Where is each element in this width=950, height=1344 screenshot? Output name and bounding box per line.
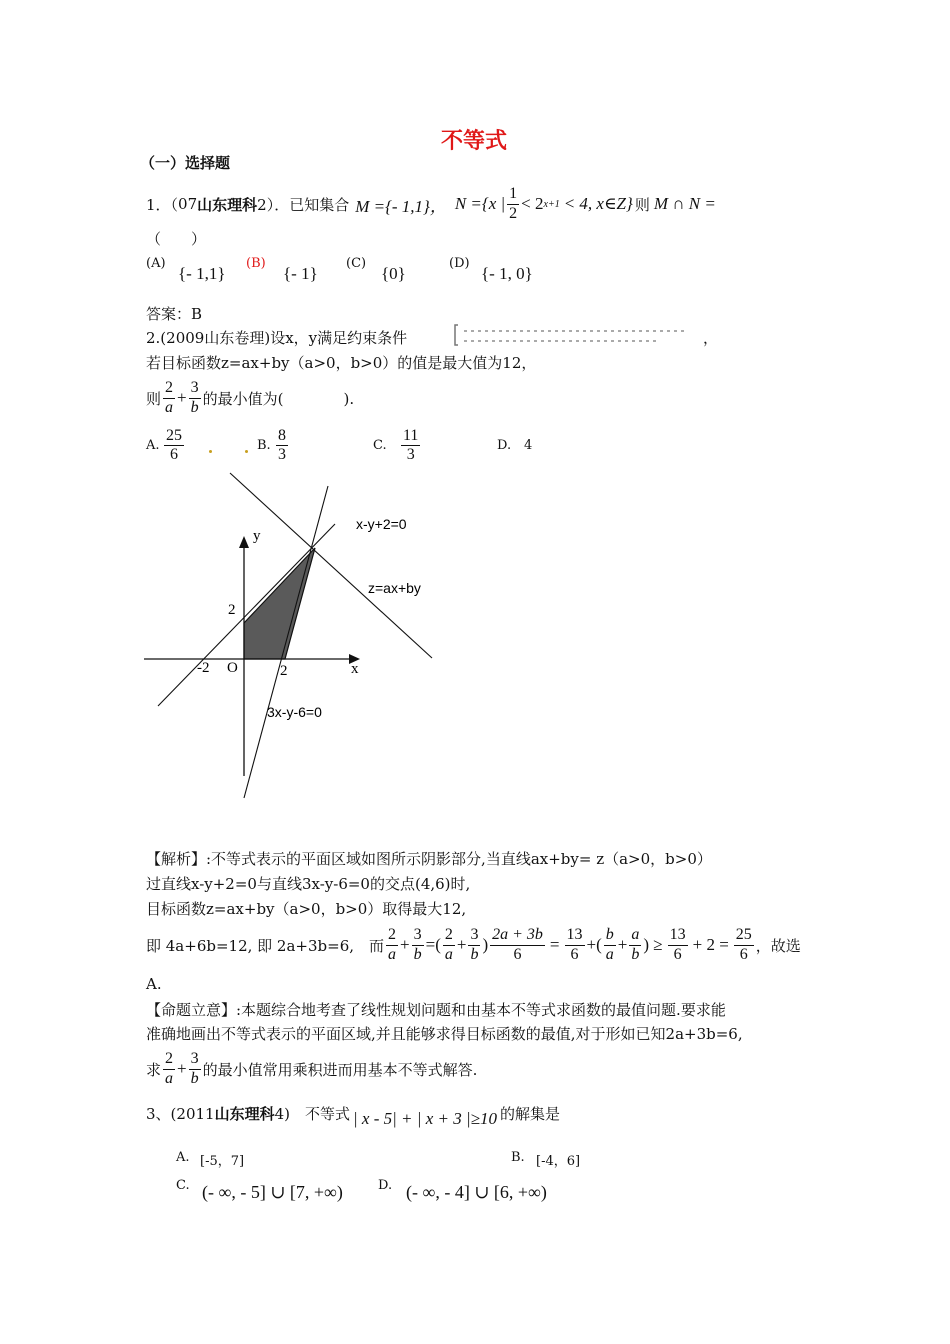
eq-ge: ) ≥ [643, 935, 663, 954]
q2-option-a-num: 25 [164, 427, 184, 446]
q2-frac-2a [163, 379, 175, 417]
q2-stem: 2.(2009山东卷理)设x，y满足约束条件 [146, 329, 408, 347]
feasible-region [244, 548, 315, 659]
analysis-answer: A. [146, 975, 162, 993]
intent-frac-2a [163, 1050, 175, 1088]
q3-option-b-value: [-4，6] [536, 1154, 581, 1169]
linear-programming-graph [130, 468, 450, 803]
q2-pre: 则 [146, 389, 162, 408]
q2-option-c-num: 11 [401, 427, 420, 446]
intent-frac-3b-num: 3 [189, 1050, 201, 1069]
q2-question [146, 376, 354, 420]
question-1 [146, 184, 716, 224]
q1-exp: x+1 [543, 198, 560, 210]
x-neg2-label: -2 [197, 660, 210, 676]
label-objective: z=ax+by [368, 580, 421, 596]
q1-intersection: M ∩ N = [653, 194, 716, 213]
eq-plus-2: + [456, 935, 467, 954]
y-axis-label: y [253, 528, 261, 544]
eq-frac-2a-b-num: 2 [443, 926, 455, 945]
q1-option-d-value: {- 1, 0} [481, 264, 533, 283]
intent-pre: 求 [146, 1060, 162, 1079]
q3-option-b-label: B. [511, 1150, 525, 1165]
analysis-line-2: 过直线x-y+2=0与直线3x-y-6=0的交点(4,6)时, [146, 875, 471, 893]
eq-plus-2-eq: + 2 = [692, 935, 729, 954]
origin-label: O [227, 660, 238, 676]
q2-option-b-den: 3 [278, 446, 286, 464]
q1-option-a-value: {- 1,1} [178, 264, 226, 283]
eq-frac-a-b [629, 926, 641, 964]
q2-frac-2a-den: a [165, 398, 174, 416]
intent-line-2: 准确地画出不等式表示的平面区域,并且能够求得目标函数的最值,对于形如已知2a+3b=6, [146, 1025, 743, 1043]
q1-option-c-label: (C) [346, 256, 367, 271]
eq-frac-13-b-num: 13 [668, 926, 688, 945]
q2-frac-3b-den: b [190, 398, 199, 416]
q1-src: 山东理科 [197, 195, 258, 214]
intent-frac-3b [189, 1050, 201, 1088]
eq-frac-2a-num: 2 [386, 926, 398, 945]
eq-post: ，故选 [755, 936, 801, 955]
q1-set-n-b: < 2 [521, 194, 544, 213]
q1-set-n: N ={x | [454, 194, 506, 213]
eq-frac-a-b-den: b [631, 945, 640, 963]
eq-plus-paren: +( [586, 935, 602, 954]
q2-frac-3b [189, 379, 201, 417]
eq-frac-25-num: 25 [734, 926, 754, 945]
x-2-label: 2 [280, 663, 288, 679]
q1-option-d-label: (D) [449, 256, 470, 271]
q3-option-c-label: C. [176, 1178, 190, 1193]
q1-frac-num: 1 [507, 185, 519, 204]
eq-frac-b-a-den: a [605, 945, 614, 963]
q2-option-a-label: A. [146, 438, 160, 453]
page-title: 不等式 [441, 129, 508, 154]
q2-option-b-num: 8 [276, 427, 288, 446]
q2-line2: 若目标函数z=ax+by（a>0，b>0）的值是最大值为12， [146, 354, 537, 372]
x-axis-label: x [351, 661, 359, 677]
eq-frac-3b-b-num: 3 [468, 926, 480, 945]
eq-frac-25-6 [734, 926, 754, 964]
intent-frac-3b-den: b [190, 1069, 199, 1087]
q2-frac-2a-num: 2 [163, 379, 175, 398]
constraint-system-image [452, 322, 702, 348]
q2-option-a-value [162, 427, 186, 465]
q1-set-n-c: < 4, x∈Z} [563, 194, 633, 213]
eq-pre: 即 4a+6b=12, 即 2a+3b=6, 而 [146, 936, 385, 955]
q3-src: 山东理科 [214, 1104, 275, 1123]
eq-frac-3b [412, 926, 424, 964]
q2-option-c-value [399, 427, 422, 465]
q1-answer: 答案：B [146, 305, 203, 323]
q3-option-a-value: [-5，7] [200, 1154, 245, 1169]
eq-frac-3b-b [468, 926, 480, 964]
q2-option-a-den: 6 [170, 446, 178, 464]
q1-option-b-label: (B) [246, 256, 266, 271]
eq-close: ) [482, 935, 489, 954]
y-axis-arrow [239, 536, 249, 548]
question-3 [146, 1096, 560, 1130]
eq-frac-13-den: 6 [570, 945, 579, 963]
eq-equals-1: = [549, 935, 560, 954]
eq-frac-2a-b [443, 926, 455, 964]
q3-option-d-value: (- ∞, - 4] ∪ [6, +∞) [406, 1182, 547, 1202]
q2-option-d-value: 4 [524, 438, 533, 453]
q3-pre: 3、(2011 [146, 1104, 215, 1123]
q1-option-a-label: (A) [146, 256, 166, 271]
q3-option-a-label: A. [176, 1150, 190, 1165]
label-x-y-2: x-y+2=0 [356, 516, 407, 532]
eq-frac-b-a [604, 926, 616, 964]
q2-option-c-den: 3 [406, 446, 415, 464]
section-heading: （一）选择题 [140, 154, 231, 172]
eq-frac-3b-b-den: b [470, 945, 479, 963]
analysis-line-3: 目标函数z=ax+by（a>0，b>0）取得最大12, [146, 900, 467, 918]
intent-line-1: 【命题立意】:本题综合地考查了线性规划问题和由基本不等式求函数的最值问题.要求能 [146, 1001, 726, 1019]
eq-frac-3b-num: 3 [412, 926, 424, 945]
q2-option-b-value [274, 427, 290, 465]
eq-frac-sum-num: 2a + 3b [490, 926, 545, 945]
analysis-line-1: 【解析】:不等式表示的平面区域如图所示阴影部分,当直线ax+by= z（a>0，b>0） [146, 850, 712, 868]
q3-expression: | x - 5| + | x + 3 |≥10 [353, 1109, 497, 1128]
intent-post: 的最小值常用乘积进而用基本不等式解答. [202, 1060, 478, 1079]
q3-option-c-value: (- ∞, - 5] ∪ [7, +∞) [202, 1182, 343, 1202]
intent-line-3 [146, 1045, 477, 1093]
q1-fraction [507, 185, 519, 223]
eq-open: =( [425, 935, 441, 954]
eq-frac-25-den: 6 [739, 945, 748, 963]
q1-then: 则 [634, 195, 650, 214]
label-3x-y-6: 3x-y-6=0 [267, 704, 322, 720]
eq-frac-13-num: 13 [565, 926, 585, 945]
q2-frac-3b-num: 3 [189, 379, 201, 398]
q2-option-b-label: B. [257, 438, 271, 453]
eq-plus-1: + [400, 935, 410, 954]
eq-plus-3: + [617, 935, 628, 954]
eq-frac-13-6-b [668, 926, 688, 964]
eq-frac-2a [386, 926, 398, 964]
q3-post: 的解集是 [499, 1104, 560, 1123]
intent-frac-2a-den: a [165, 1069, 174, 1087]
q2-option-d-label: D. [497, 438, 512, 453]
q2-post: 的最小值为( ). [202, 389, 355, 408]
q1-num: 1．（ [146, 195, 179, 214]
q1-set-m: M ={- 1,1}， [355, 196, 447, 216]
eq-frac-2a-b-den: a [444, 945, 453, 963]
q2-stem-comma: ， [703, 329, 719, 347]
line-x-y-2 [158, 524, 335, 706]
eq-frac-b-a-num: b [604, 926, 616, 945]
eq-frac-2a-den: a [388, 945, 397, 963]
eq-frac-sum-den: 6 [513, 945, 522, 963]
intent-plus: + [177, 1059, 187, 1078]
q1-frac-den: 2 [509, 204, 518, 222]
q1-option-b-value: {- 1} [283, 264, 318, 283]
eq-frac-sum [490, 926, 545, 964]
intent-frac-2a-num: 2 [163, 1050, 175, 1069]
analysis-equation [146, 920, 801, 970]
q1-src-num: 2）．已知集合 [257, 195, 350, 214]
q3-src-2: 4) 不等式 [274, 1104, 350, 1123]
eq-frac-3b-den: b [413, 945, 422, 963]
eq-frac-a-b-num: a [629, 926, 641, 945]
q1-src-year: 07 [178, 195, 198, 213]
y-2-label: 2 [228, 602, 236, 618]
eq-frac-13-6 [565, 926, 585, 964]
q1-paren: （ ） [146, 230, 207, 248]
q2-plus: + [177, 388, 187, 407]
q1-option-c-value: {0} [381, 264, 406, 283]
q3-option-d-label: D. [378, 1178, 393, 1193]
q2-option-c-label: C. [373, 438, 387, 453]
eq-frac-13-b-den: 6 [673, 945, 682, 963]
